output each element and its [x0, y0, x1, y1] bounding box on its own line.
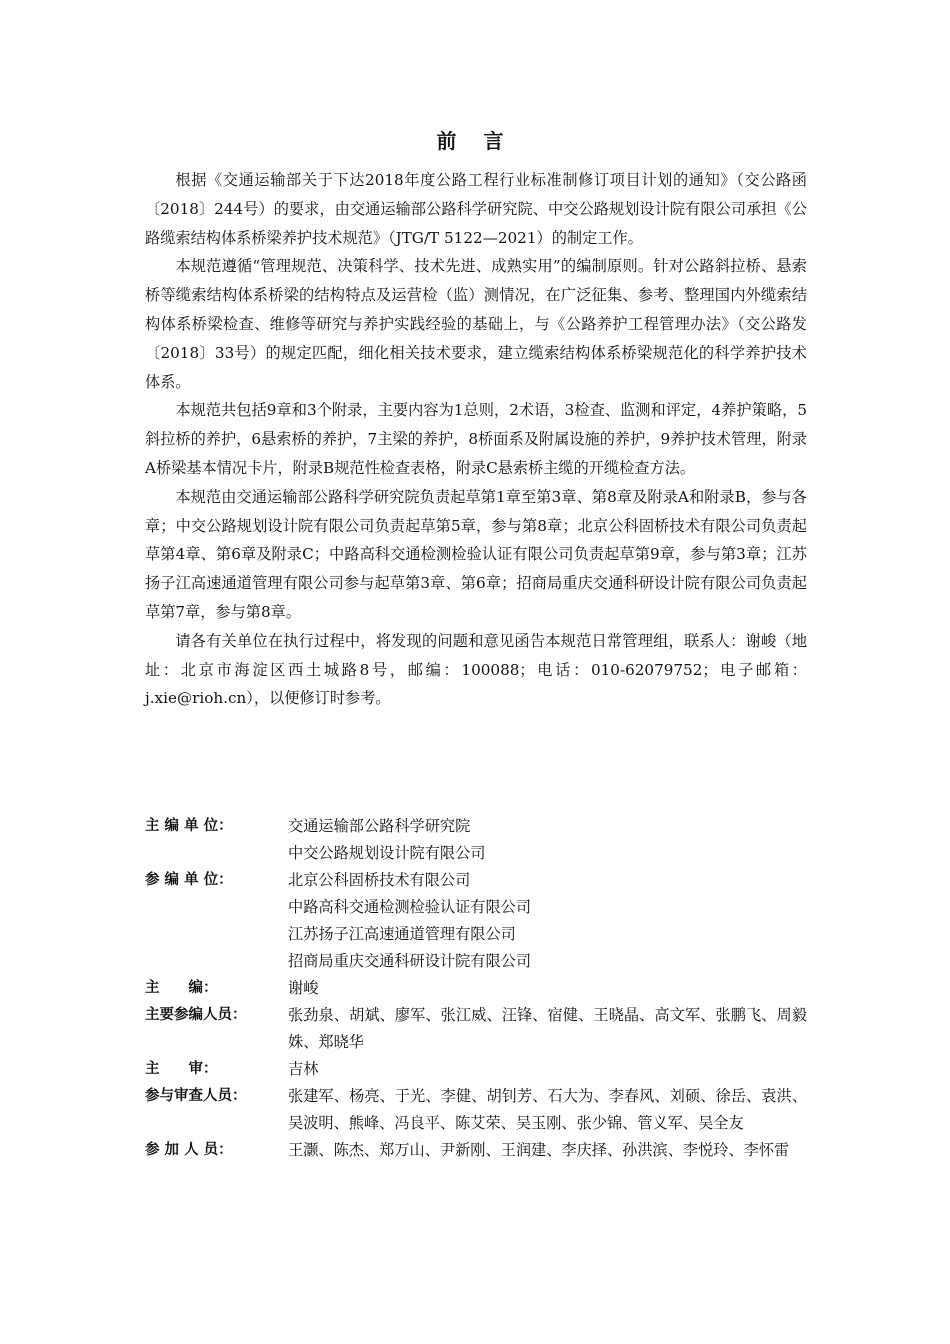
staff-row-participants — [145, 1137, 807, 1164]
staff-label: 参 编 单 位： — [145, 872, 233, 888]
staff-label: 主 审： — [145, 1061, 218, 1077]
staff-row-chief-editor — [145, 975, 807, 1002]
staff-value — [288, 867, 807, 975]
paragraph-contact: 请各有关单位在执行过程中，将发现的问题和意见函告本规范日常管理组，联系人：谢峻（地址：北京市海淀区西土城路8号，邮编：100088；电话：010-62079752；电子邮箱：j.xie@rioh.cn），以便修订时参考。 — [145, 631, 807, 708]
paragraph-basis: 根据《交通运输部关于下达2018年度公路工程行业标准制修订项目计划的通知》（交公路函〔2018〕244号）的要求，由交通运输部公路科学研究院、中交公路规划设计院有限公司承担《公路缆索结构体系桥梁养护技术规范》（JTG/T 5122—2021）的制定工作。 — [145, 171, 807, 247]
preface-body — [145, 166, 807, 713]
staff-row-main-participants — [145, 1002, 807, 1056]
staff-label: 主 编： — [145, 980, 218, 996]
paragraph-contents: 本规范共包括9章和3个附录，主要内容为1总则，2术语，3检查、监测和评定，4养护策略，5斜拉桥的养护，6悬索桥的养护，7主梁的养护，8桥面系及附属设施的养护，9养护技术管理，附录A桥梁基本情况卡片，附录B规范性检查表格，附录C悬索桥主缆的开缆检查方法。 — [145, 401, 807, 477]
staff-list — [145, 813, 807, 1164]
unit-name: 江苏扬子江高速通道管理有限公司 — [288, 925, 516, 943]
staff-value: 吉林 — [288, 1060, 319, 1078]
staff-label: 参与审查人员： — [145, 1088, 247, 1104]
staff-row-chief-units — [145, 813, 807, 867]
staff-label: 主要参编人员： — [145, 1007, 247, 1023]
unit-name: 中路高科交通检测检验认证有限公司 — [288, 898, 531, 916]
unit-name: 北京公科固桥技术有限公司 — [288, 871, 471, 889]
staff-value: 张劲泉、胡斌、廖军、张江威、汪锋、宿健、王晓晶、高文军、张鹏飞、周毅姝、郑晓华 — [288, 1006, 807, 1051]
page-title: 前 言 — [436, 129, 514, 153]
paragraph-drafting: 本规范由交通运输部公路科学研究院负责起草第1章至第3章、第8章及附录A和附录B，参与各章；中交公路规划设计院有限公司负责起草第5章，参与第8章；北京公科固桥技术有限公司负责起草第4章、第6章及附录C；中路高科交通检测检验认证有限公司负责起草第9章，参与第3章；江苏扬子江高速通道管理有限公司参与起草第3章、第6章；招商局重庆交通科研设计院有限公司负责起草第7章，参与第8章。 — [145, 487, 807, 621]
unit-name: 招商局重庆交通科研设计院有限公司 — [288, 952, 531, 970]
staff-value: 王灏、陈杰、郑万山、尹新刚、王润建、李庆择、孙洪滨、李悦玲、李怀雷 — [288, 1141, 790, 1159]
staff-row-review-participants — [145, 1083, 807, 1137]
staff-row-participating-units — [145, 867, 807, 975]
unit-name: 中交公路规划设计院有限公司 — [288, 844, 486, 862]
unit-name: 交通运输部公路科学研究院 — [288, 817, 471, 835]
staff-value: 张建军、杨亮、于光、李健、胡钊芳、石大为、李春风、刘硕、徐岳、袁洪、吴波明、熊峰、冯良平、陈艾荣、吴玉刚、张少锦、管义军、吴全友 — [288, 1087, 807, 1132]
staff-row-chief-reviewer — [145, 1056, 807, 1083]
paragraph-principles: 本规范遵循“管理规范、决策科学、技术先进、成熟实用”的编制原则。针对公路斜拉桥、悬索桥等缆索结构体系桥梁的结构特点及运营检（监）测情况，在广泛征集、参考、整理国内外缆索结构体系桥梁检查、维修等研究与养护实践经验的基础上，与《公路养护工程管理办法》（交公路发〔2018〕33号）的规定匹配，细化相关技术要求，建立缆索结构体系桥梁规范化的科学养护技术体系。 — [145, 257, 807, 391]
staff-value: 谢峻 — [288, 979, 319, 997]
staff-label: 参 加 人 员： — [145, 1142, 233, 1158]
staff-value — [288, 813, 807, 867]
staff-label: 主 编 单 位： — [145, 818, 233, 834]
